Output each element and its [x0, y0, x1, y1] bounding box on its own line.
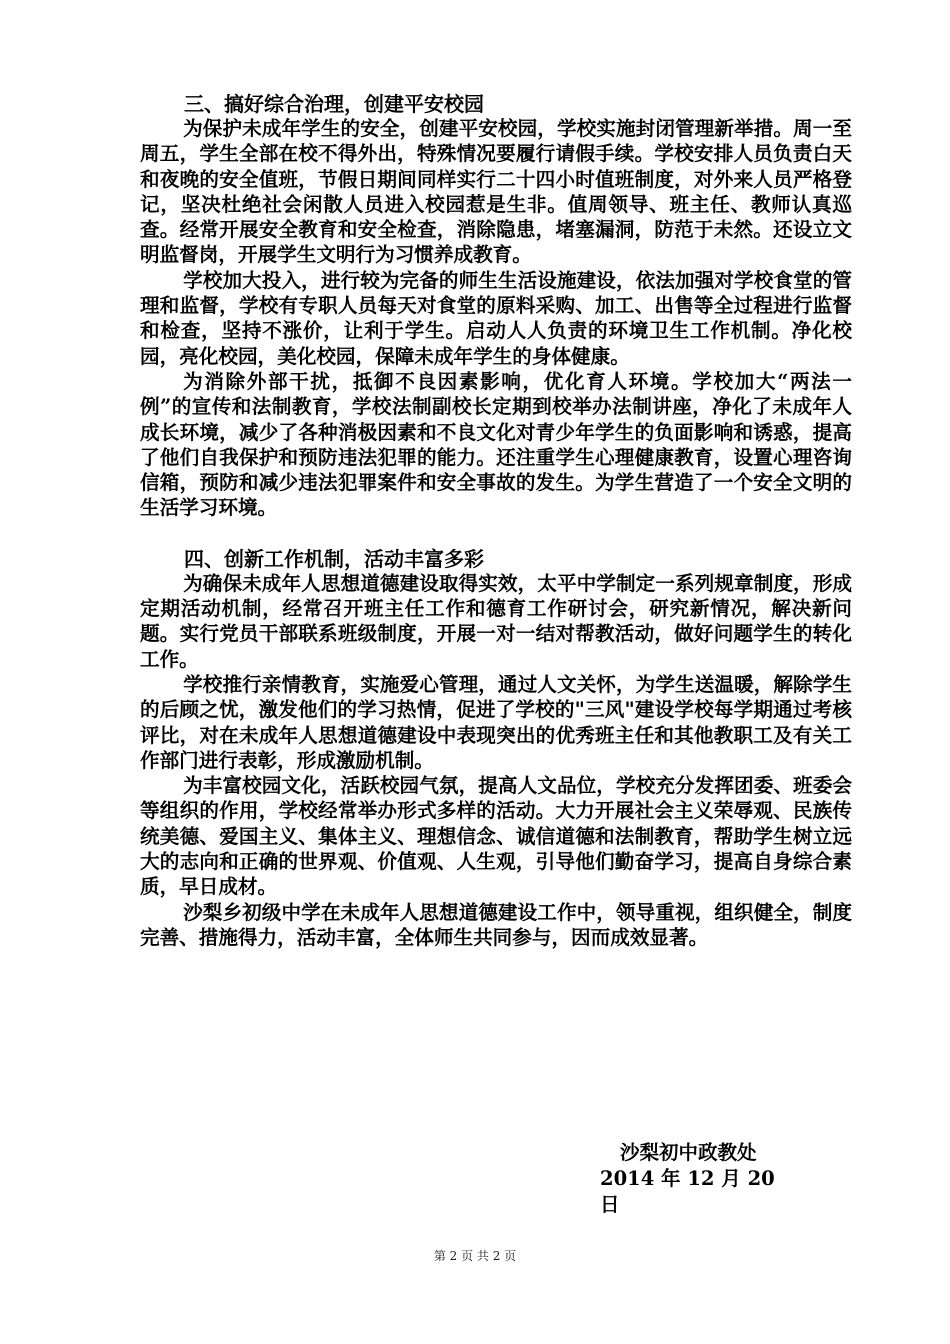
page-footer [0, 1247, 950, 1264]
section-safety [140, 92, 852, 521]
paragraph: 为确保未成年人思想道德建设取得实效，太平中学制定一系列规章制度，形成定期活动机制，经常召开班主任工作和德育工作研讨会，研究新情况，解决新问题。实行党员干部联系班级制度，开展一对一结对帮教活动，做好问题学生的转化工作。 [140, 571, 852, 671]
paragraph: 沙梨乡初级中学在未成年人思想道德建设工作中，领导重视，组织健全，制度完善、措施得力，活动丰富，全体师生共同参与，因而成效显著。 [140, 900, 852, 949]
paragraph: 学校加大投入，进行较为完备的师生生活设施建设，依法加强对学校食堂的管理和监督，学校有专职人员每天对食堂的原料采购、加工、出售等全过程进行监督和检查，坚持不涨价，让利于学生。启动人人负责的环境卫生工作机制。净化校园，亮化校园，美化校园，保障未成年学生的身体健康。 [140, 268, 852, 368]
signature-block [600, 1140, 800, 1218]
paragraph: 为消除外部干扰，抵御不良因素影响，优化育人环境。学校加大“两法一例”的宣传和法制教育，学校法制副校长定期到校举办法制讲座，净化了未成年人成长环境，减少了各种消极因素和不良文化对青少年学生的负面影响和诱惑，提高了他们自我保护和预防违法犯罪的能力。还注重学生心理健康教育，设置心理咨询信箱，预防和减少违法犯罪案件和安全事故的发生。为学生营造了一个安全文明的生活学习环境。 [140, 369, 852, 520]
signature-organization: 沙梨初中政教处 [620, 1141, 757, 1164]
paragraph: 为保护未成年学生的安全，创建平安校园，学校实施封闭管理新举措。周一至周五，学生全部在校不得外出，特殊情况要履行请假手续。学校安排人员负责白天和夜晚的安全值班，节假日期间同样实行二十四小时值班制度，对外来人员严格登记，坚决杜绝社会闲散人员进入校园惹是生非。值周领导、班主任、教师认真巡查。经常开展安全教育和安全检查，消除隐患，堵塞漏洞，防范于未然。还设立文明监督岗，开展学生文明行为习惯养成教育。 [140, 117, 852, 267]
section-spacer [140, 521, 852, 547]
signature-date: 2014 年 12 月 20 日 [600, 1167, 775, 1216]
section-mechanism [140, 547, 852, 950]
paragraph: 为丰富校园文化，活跃校园气氛，提高人文品位，学校充分发挥团委、班委会等组织的作用，学校经常举办形式多样的活动。大力开展社会主义荣辱观、民族传统美德、爱国主义、集体主义、理想信念、诚信道德和法制教育，帮助学生树立远大的志向和正确的世界观、价值观、人生观，引导他们勤奋学习，提高自身综合素质，早日成材。 [140, 774, 852, 899]
section-heading: 四、创新工作机制，活动丰富多彩 [184, 546, 484, 571]
page-number-label: 第 2 页 共 2 页 [433, 1249, 517, 1263]
section-heading: 三、搞好综合治理，创建平安校园 [184, 92, 484, 116]
paragraph: 学校推行亲情教育，实施爱心管理，通过人文关怀，为学生送温暖，解除学生的后顾之忧，激发他们的学习热情，促进了学校的"三风"建设学校每学期通过考核评比，对在未成年人思想道德建设中表现突出的优秀班主任和其他教职工及有关工作部门进行表彰，形成激励机制。 [140, 672, 852, 772]
document-body [140, 92, 852, 950]
